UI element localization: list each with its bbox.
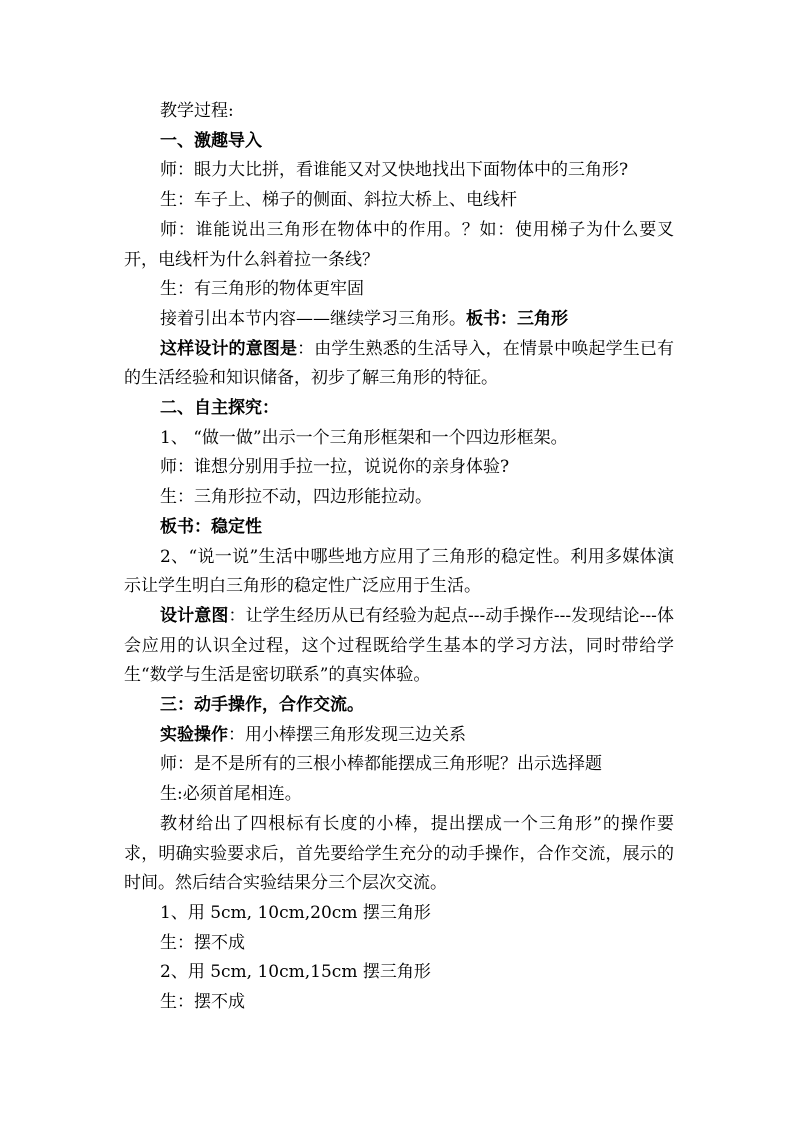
s1-student-line-2: 生：有三角形的物体更牢固 bbox=[160, 279, 364, 300]
s2-item-2: 2、“说一说”生活中哪些地方应用了三角形的稳定性。利用多媒体演示让学生明白三角形的稳定性广泛应用于生活。 bbox=[124, 546, 674, 597]
section-1-title: 一、激趣导入 bbox=[160, 130, 262, 151]
s1-teacher-line-2: 师：谁能说出三角形在物体中的作用。？如：使用梯子为什么要叉开，电线杆为什么斜着拉一条线？ bbox=[124, 219, 674, 270]
s1-intent-paragraph bbox=[124, 335, 674, 394]
s2-intent-paragraph bbox=[124, 602, 674, 691]
section-2-title: 二、自主探究： bbox=[160, 398, 279, 419]
s1-intent-text: ：由学生熟悉的生活导入，在情景中唤起学生已有的生活经验和知识储备，初步了解三角形的特征。 bbox=[124, 338, 675, 389]
s3-paragraph: 教材给出了四根标有长度的小棒，提出摆成一个三角形”的操作要求，明确实验要求后，首先要给学生充分的动手操作，合作交流，展示的时间。然后结合实验结果分三个层次交流。 bbox=[124, 813, 674, 894]
s3-item-1: 1、用 5cm, 10cm,20cm 摆三角形 bbox=[160, 902, 431, 923]
s2-teacher-line-1: 师：谁想分别用手拉一拉，说说你的亲身体验? bbox=[160, 457, 510, 478]
s3-student-line-3: 生：摆不成 bbox=[160, 992, 245, 1013]
s3-teacher-line-1: 师：是不是所有的三根小棒都能摆成三角形呢？出示选择题 bbox=[160, 754, 602, 775]
s1-intro-paragraph bbox=[124, 305, 674, 335]
s3-experiment-paragraph bbox=[124, 721, 674, 751]
section-3-title: 三：动手操作，合作交流。 bbox=[160, 695, 364, 716]
s2-board-note: 板书：稳定性 bbox=[160, 516, 262, 537]
s2-intent-text: ：让学生经历从已有经验为起点---动手操作---发现结论---体会应用的认识全过程，这个过程既给学生基本的学习方法，同时带给学生“数学与生活是密切联系”的真实体验。 bbox=[124, 605, 675, 686]
s3-item-2: 2、用 5cm, 10cm,15cm 摆三角形 bbox=[160, 962, 431, 983]
doc-heading: 教学过程: bbox=[160, 101, 234, 121]
s2-student-line-1: 生：三角形拉不动，四边形能拉动。 bbox=[160, 487, 432, 508]
s1-intent-label: 这样设计的意图是 bbox=[160, 338, 298, 359]
s1-intro-text: 接着引出本节内容——继续学习三角形。 bbox=[160, 308, 466, 329]
s2-intent-label: 设计意图 bbox=[160, 605, 229, 626]
s3-experiment-text: ：用小棒摆三角形发现三边关系 bbox=[228, 724, 466, 745]
s1-board-note: 板书：三角形 bbox=[466, 308, 568, 329]
s2-item-1: 1、 “做一做”出示一个三角形框架和一个四边形框架。 bbox=[160, 427, 568, 448]
s1-teacher-line-1: 师：眼力大比拼，看谁能又对又快地找出下面物体中的三角形? bbox=[160, 160, 629, 181]
s1-student-line-1: 生：车子上、梯子的侧面、斜拉大桥上、电线杆 bbox=[160, 190, 517, 211]
s3-experiment-label: 实验操作 bbox=[160, 724, 228, 745]
s3-student-line-1: 生:必须首尾相连。 bbox=[160, 784, 302, 805]
s3-student-line-2: 生：摆不成 bbox=[160, 932, 245, 953]
